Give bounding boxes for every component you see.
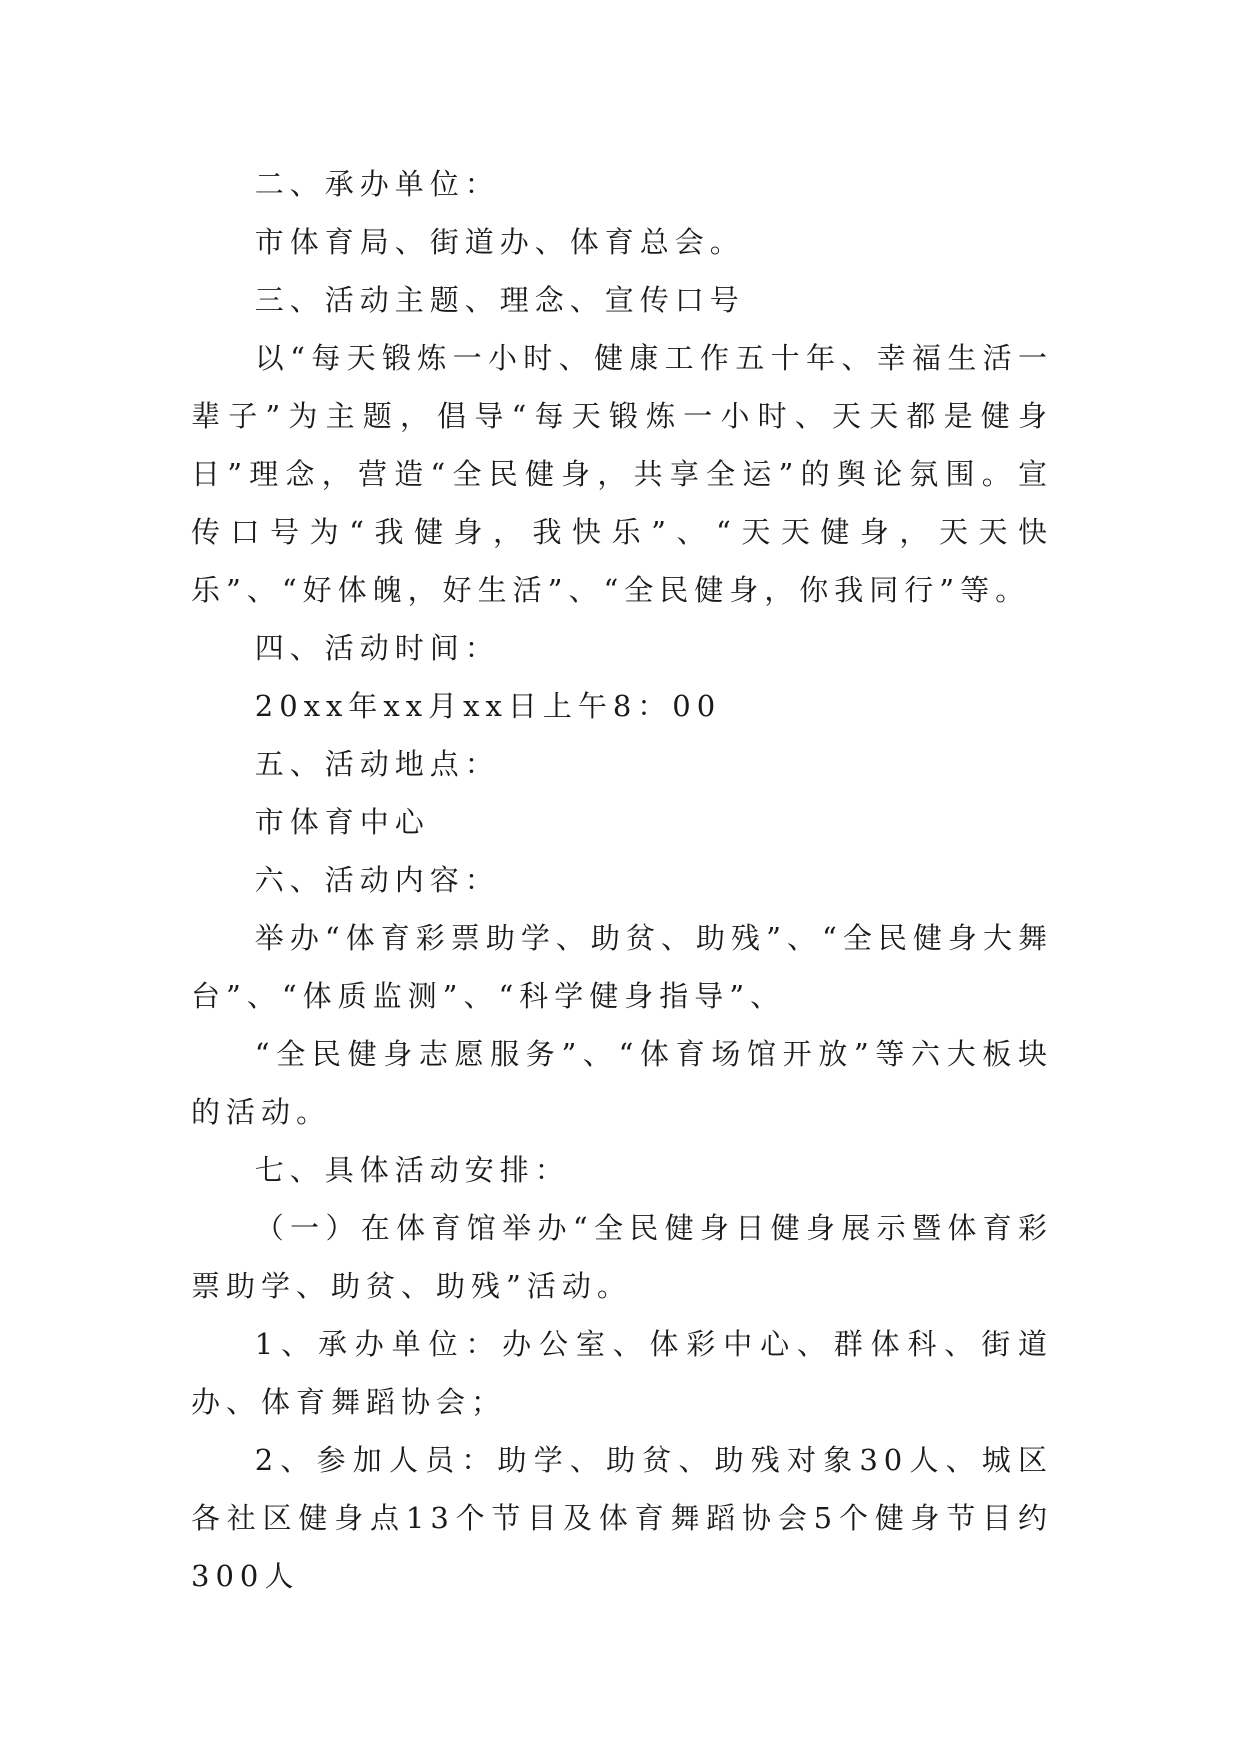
paragraph-arrangement-organizer: 1、承办单位：办公室、体彩中心、群体科、街道办、体育舞蹈协会；	[191, 1327, 1053, 1419]
document-body	[191, 155, 1053, 1605]
paragraph-content-1: 举办“体育彩票助学、助贫、助残”、“全民健身大舞台”、“体质监测”、“科学健身指导”、	[191, 921, 1053, 1013]
paragraph-theme: 以“每天锻炼一小时、健康工作五十年、幸福生活一辈子”为主题，倡导“每天锻炼一小时、天天都是健身日”理念，营造“全民健身，共享全运”的舆论氛围。宣传口号为“我健身，我快乐”、“天天健身，天天快乐”、“好体魄，好生活”、“全民健身，你我同行”等。	[191, 341, 1053, 607]
section-heading-theme: 三、活动主题、理念、宣传口号	[254, 283, 745, 317]
paragraph-time: 20xx年xx月xx日上午8：00	[254, 689, 722, 723]
paragraph-content-2: “全民健身志愿服务”、“体育场馆开放”等六大板块的活动。	[191, 1037, 1053, 1129]
section-heading-organizer: 二、承办单位：	[254, 167, 500, 201]
section-heading-arrangement: 七、具体活动安排：	[254, 1153, 570, 1187]
section-heading-time: 四、活动时间：	[254, 631, 500, 665]
paragraph-location: 市体育中心	[254, 805, 430, 839]
section-heading-content: 六、活动内容：	[254, 863, 500, 897]
paragraph-arrangement-1: （一）在体育馆举办“全民健身日健身展示暨体育彩票助学、助贫、助残”活动。	[191, 1211, 1053, 1303]
paragraph-arrangement-participants: 2、参加人员：助学、助贫、助残对象30人、城区各社区健身点13个节目及体育舞蹈协会5个健身节目约300人	[191, 1443, 1053, 1593]
paragraph-organizer-list: 市体育局、街道办、体育总会。	[254, 225, 745, 259]
section-heading-location: 五、活动地点：	[254, 747, 500, 781]
